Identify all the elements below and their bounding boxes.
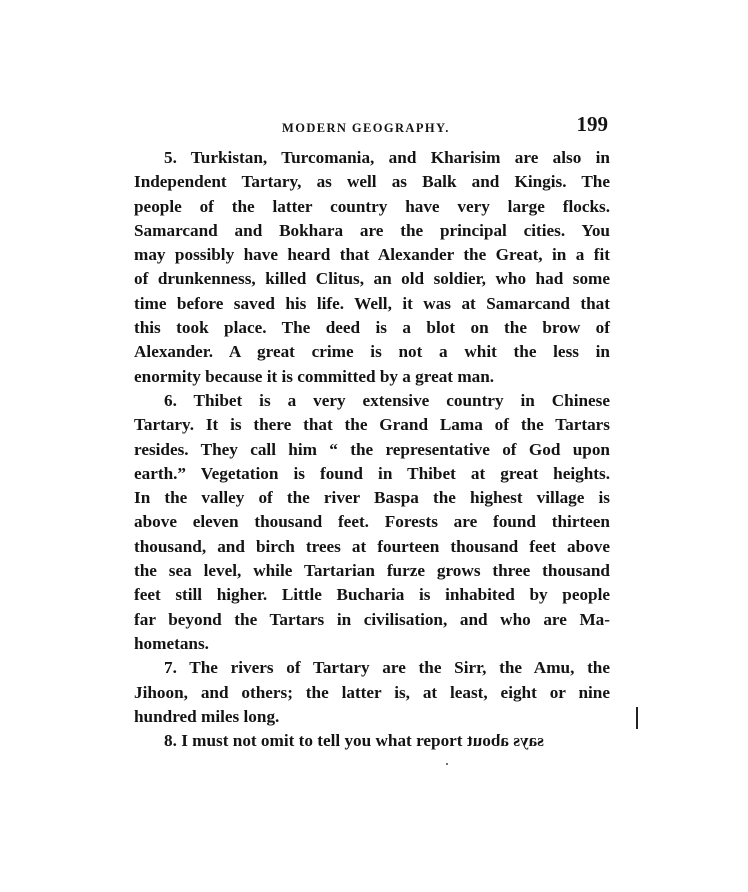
text-line: earth.” Vegetation is found in Thibet at great heights. [134,463,610,483]
running-head [134,112,610,142]
text-line: above eleven thousand feet. Forests are found thirteen [134,512,610,532]
running-head-title: MODERN GEOGRAPHY. [282,121,450,135]
page-number: 199 [576,112,608,136]
paragraph-8 [134,729,610,753]
text-line: feet still higher. Little Bucharia is inhabited by people [134,585,610,605]
text-line: Independent Tartary, as well as Balk and Kingis. The [134,172,610,192]
text-line: may possibly have heard that Alexander the Great, in a fit [134,245,610,265]
text-line: In the valley of the river Baspa the highest village is [134,488,610,508]
paragraph-7 [134,656,610,729]
text-line: 7. The rivers of Tartary are the Sirr, the Amu, the [164,658,610,678]
text-line-start: 8. I must not omit to tell you what report [164,731,463,751]
body-text [134,146,610,753]
margin-mark [636,707,638,729]
text-line: resides. They call him “ the representative of God upon [134,439,610,459]
bleed-through-text: says about [466,731,544,751]
text-line: 6. Thibet is a very extensive country in Chinese [164,390,610,410]
text-line: Tartary. It is there that the Grand Lama of the Tartars [134,415,610,435]
text-line: this took place. The deed is a blot on the brow of [134,318,610,338]
text-line: 5. Turkistan, Turcomania, and Kharisim are also in [164,148,610,167]
text-line: thousand, and birch trees at fourteen thousand feet above [134,536,610,556]
text-line-last [134,729,610,753]
text-line: the sea level, while Tartarian furze grows three thousand [134,561,610,581]
text-line: far beyond the Tartars in civilisation, and who are Ma- [134,609,610,629]
text-line: time before saved his life. Well, it was at Samarcand that [134,293,610,313]
text-line: of drunkenness, killed Clitus, an old soldier, who had some [134,269,610,289]
text-line: Alexander. A great crime is not a whit the less in [134,342,610,362]
text-line: Samarcand and Bokhara are the principal cities. You [134,220,610,240]
text-line: Jihoon, and others; the latter is, at least, eight or nine [134,682,610,702]
ink-speck [446,763,448,765]
text-line: hundred miles long. [134,706,280,726]
text-line: hometans. [134,633,209,653]
paragraph-5 [134,146,610,389]
text-line: enormity because it is committed by a great man. [134,366,495,386]
paragraph-6 [134,389,610,656]
text-line: people of the latter country have very large flocks. [134,196,610,216]
